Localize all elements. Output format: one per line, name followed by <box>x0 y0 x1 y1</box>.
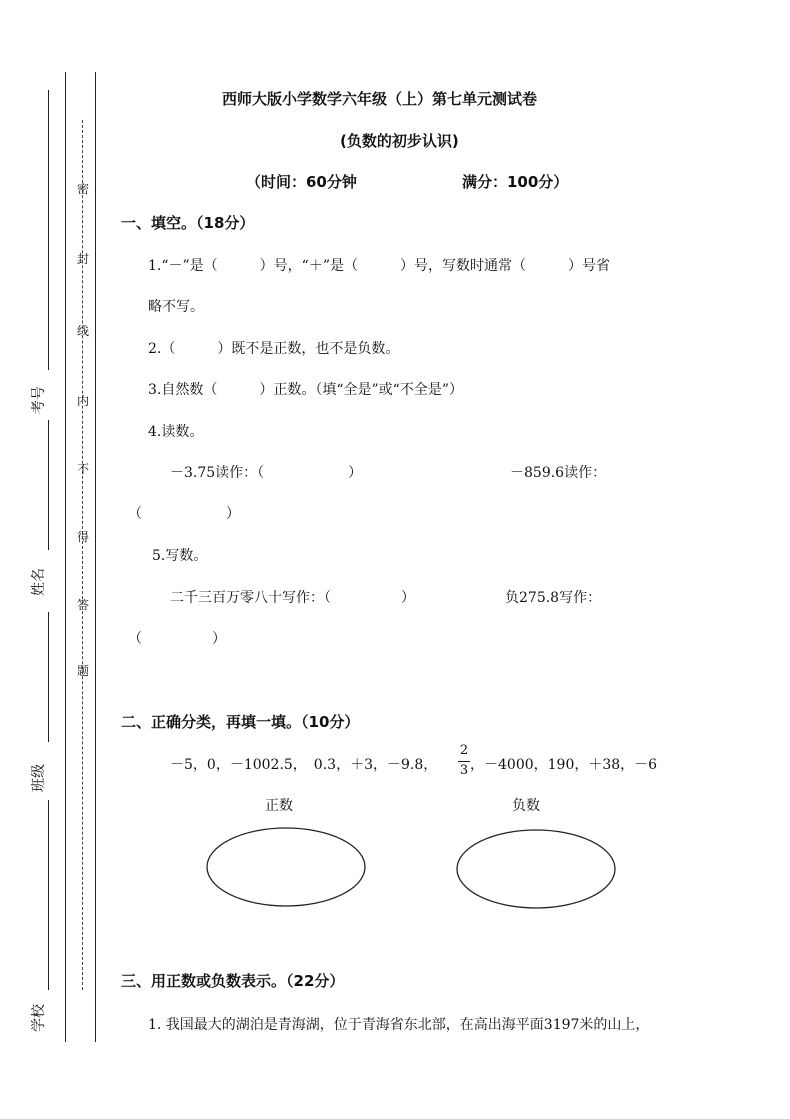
fraction-denominator: 3 <box>459 763 469 778</box>
negative-ellipse <box>455 828 617 910</box>
binding-char-7: 答 <box>76 598 89 612</box>
page-subtitle: (负数的初步认识) <box>340 132 459 150</box>
exam-time: （时间：60分钟 <box>246 173 357 191</box>
question-4-item-b-blank: （ ） <box>128 506 240 522</box>
question-4-item-b: －859.6读作： <box>510 465 607 481</box>
positive-label: 正数 <box>265 798 293 814</box>
name-label: 姓名 <box>31 568 47 596</box>
exam-score: 满分：100分） <box>462 173 569 191</box>
exam-number-line <box>48 90 49 370</box>
question-5-item-b-blank: （ ） <box>128 631 226 647</box>
question-3: 3.自然数（ ）正数。（填“全是”或“不全是”） <box>148 382 463 398</box>
section-2-heading: 二、正确分类，再填一填。（10分） <box>121 713 360 731</box>
question-5-item-b: 负275.8写作： <box>505 590 602 606</box>
binding-char-5: 不 <box>76 462 89 476</box>
positive-ellipse <box>205 826 367 908</box>
class-line <box>48 612 49 742</box>
fraction-numerator: 2 <box>459 743 469 758</box>
binding-char-1: 密 <box>76 182 89 196</box>
name-line <box>48 420 49 550</box>
question-5: 5.写数。 <box>152 548 208 564</box>
number-list-right: ，－4000，190，＋38，－6 <box>470 757 658 773</box>
binding-char-3: 线 <box>76 324 89 338</box>
binding-char-4: 内 <box>76 394 89 408</box>
section-3-question-1: 1. 我国最大的湖泊是青海湖，位于青海省东北部，在高出海平面3197米的山上， <box>148 1017 650 1033</box>
school-label: 学校 <box>31 1004 47 1032</box>
question-2: 2.（ ）既不是正数，也不是负数。 <box>148 341 400 357</box>
binding-char-6: 得 <box>76 530 89 544</box>
binding-char-8: 题 <box>76 664 89 678</box>
number-list-left: －5，0，－1002.5， 0.3，＋3，－9.8， <box>170 757 438 773</box>
question-5-item-a: 二千三百万零八十写作：（ ） <box>170 590 415 606</box>
question-4: 4.读数。 <box>148 424 204 440</box>
page-title: 西师大版小学数学六年级（上）第七单元测试卷 <box>222 90 538 108</box>
class-label: 班级 <box>31 764 47 792</box>
margin-line-right <box>95 72 96 1042</box>
fraction-bar <box>458 761 470 762</box>
binding-char-2: 封 <box>76 252 89 266</box>
school-line <box>48 800 49 990</box>
margin-line-left <box>65 72 66 1042</box>
section-3-heading: 三、用正数或负数表示。（22分） <box>121 972 345 990</box>
negative-label: 负数 <box>512 798 540 814</box>
question-4-item-a: －3.75读作：（ ） <box>170 465 363 481</box>
question-1-line-1: 1.“－”是（ ）号，“＋”是（ ）号，写数时通常（ ）号省 <box>148 258 610 274</box>
question-1-line-2: 略不写。 <box>148 299 204 315</box>
exam-number-label: 考号 <box>31 386 47 414</box>
section-1-heading: 一、填空。（18分） <box>121 214 255 232</box>
